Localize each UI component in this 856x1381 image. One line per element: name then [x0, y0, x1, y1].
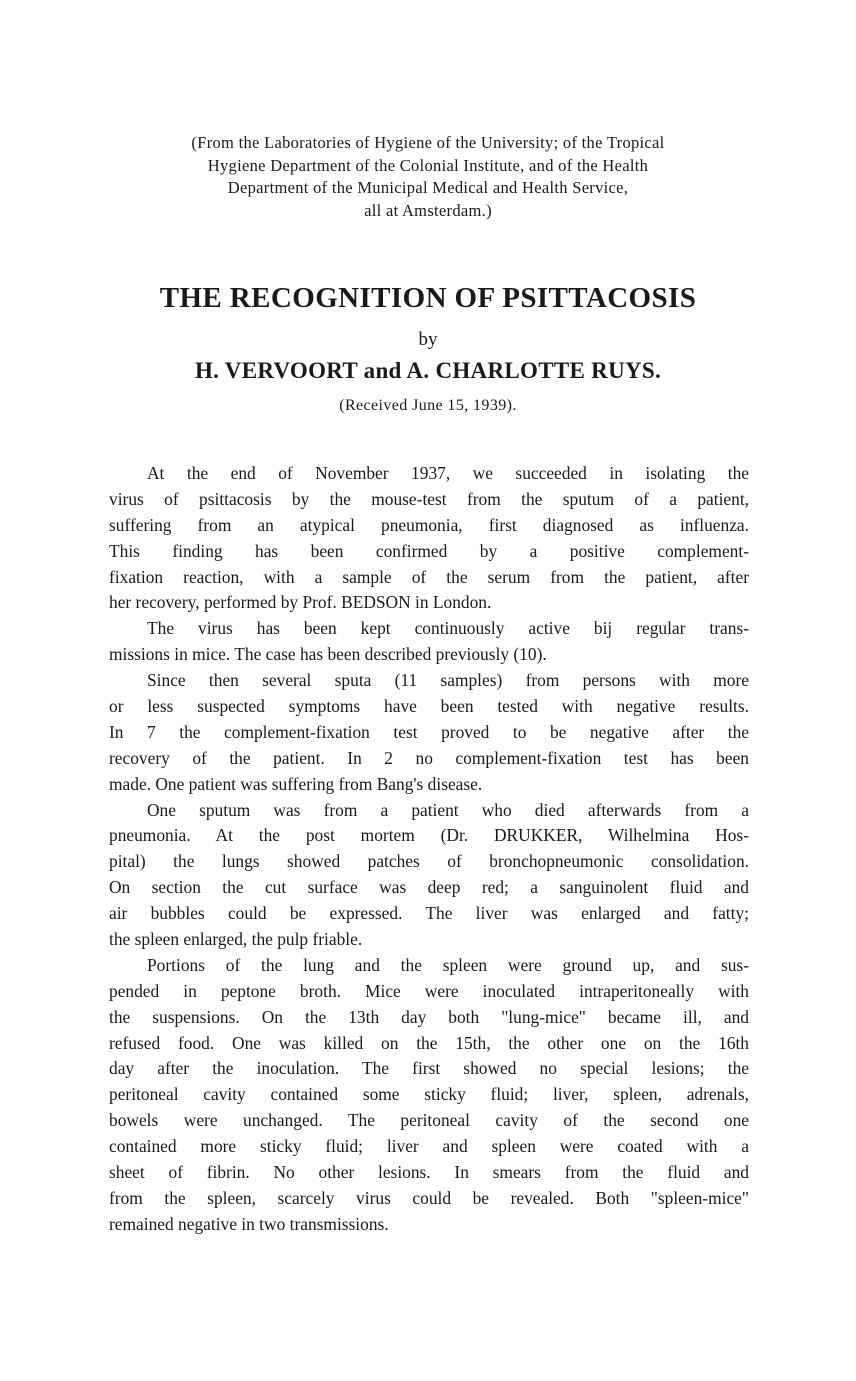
text-line: pital) the lungs showed patches of bronchopneumonic consolidation.	[109, 851, 749, 872]
text-line: Since then several sputa (11 samples) from persons with more	[147, 670, 749, 691]
text-line: At the end of November 1937, we succeeded in isolating the	[147, 463, 749, 483]
text-line: recovery of the patient. In 2 no complement-fixation test has been	[109, 747, 749, 768]
affiliation-line: (From the Laboratories of Hygiene of the University; of the Tropical	[191, 133, 665, 152]
text-line: bowels were unchanged. The peritoneal cavity of the second one	[109, 1110, 749, 1131]
text-line: refused food. One was killed on the 15th, the other one on the 16th	[109, 1032, 749, 1053]
article-body	[109, 461, 749, 1238]
byline: by	[418, 329, 438, 350]
paragraph	[109, 461, 749, 616]
text-line: made. One patient was suffering from Bang's disease.	[109, 773, 483, 794]
text-line: air bubbles could be expressed. The liver was enlarged and fatty;	[109, 903, 749, 924]
paragraph	[109, 798, 749, 953]
text-line: In 7 the complement-fixation test proved to be negative after the	[109, 721, 749, 742]
text-line: fixation reaction, with a sample of the serum from the patient, after	[109, 566, 749, 587]
text-line: suffering from an atypical pneumonia, first diagnosed as influenza.	[109, 514, 749, 535]
author-names: H. VERVOORT and A. CHARLOTTE RUYS.	[194, 358, 662, 383]
paragraph	[109, 953, 749, 1238]
text-line: virus of psittacosis by the mouse-test from the sputum of a patient,	[109, 488, 749, 509]
text-line: missions in mice. The case has been described previously (10).	[109, 644, 547, 665]
received-date: (Received June 15, 1939).	[339, 397, 517, 414]
text-line: her recovery, performed by Prof. BEDSON in London.	[109, 592, 492, 613]
text-line: The virus has been kept continuously active bij regular trans-	[147, 618, 749, 639]
text-line: the suspensions. On the 13th day both "lung-mice" became ill, and	[109, 1006, 749, 1027]
paragraph	[109, 668, 749, 797]
affiliation-line: Department of the Municipal Medical and Health Service,	[227, 178, 629, 197]
text-line: the spleen enlarged, the pulp friable.	[109, 929, 363, 950]
text-line: sheet of fibrin. No other lesions. In smears from the fluid and	[109, 1162, 749, 1183]
text-line: On section the cut surface was deep red; a sanguinolent fluid and	[109, 877, 749, 898]
text-line: Portions of the lung and the spleen were ground up, and sus-	[147, 954, 749, 975]
text-line: This finding has been confirmed by a positive complement-	[109, 540, 749, 561]
affiliation-line: all at Amsterdam.)	[364, 200, 492, 220]
text-line: One sputum was from a patient who died afterwards from a	[147, 799, 749, 820]
affiliation-note	[100, 132, 756, 222]
text-line: or less suspected symptoms have been tested with negative results.	[109, 696, 749, 717]
text-line: from the spleen, scarcely virus could be revealed. Both "spleen-mice"	[109, 1187, 749, 1208]
text-line: contained more sticky fluid; liver and spleen were coated with a	[109, 1136, 749, 1157]
text-line: pended in peptone broth. Mice were inoculated intraperitoneally with	[109, 980, 749, 1001]
affiliation-line: Hygiene Department of the Colonial Institute, and of the Health	[207, 155, 649, 175]
paragraph	[109, 616, 749, 668]
text-line: pneumonia. At the post mortem (Dr. DRUKKER, Wilhelmina Hos-	[109, 825, 749, 846]
text-line: peritoneal cavity contained some sticky fluid; liver, spleen, adrenals,	[109, 1084, 749, 1105]
text-line: day after the inoculation. The first showed no special lesions; the	[109, 1058, 749, 1079]
text-line: remained negative in two transmissions.	[109, 1213, 389, 1234]
article-title: THE RECOGNITION OF PSITTACOSIS	[159, 282, 697, 314]
